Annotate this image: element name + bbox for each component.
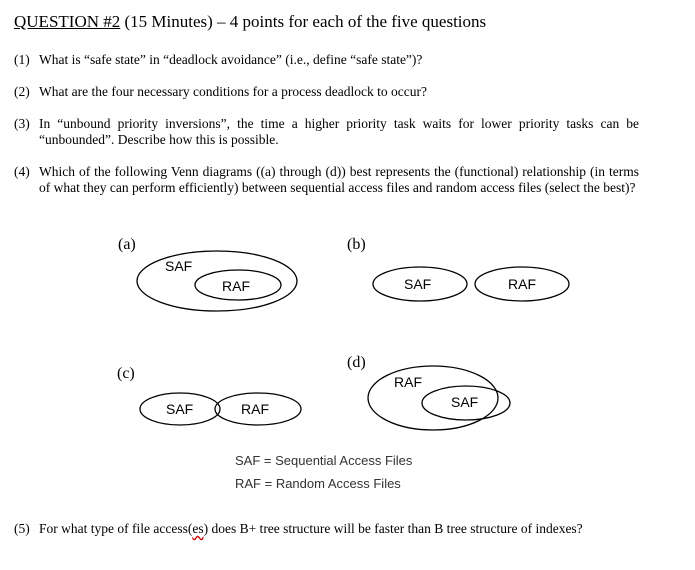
question-4-text: Which of the following Venn diagrams ((a) through (d)) best represents the (functional) relationship (in terms of what they can perform efficiently) between sequential access files and random access files (select the best)?: [39, 164, 639, 195]
question-2-text: What are the four necessary conditions for a process deadlock to occur?: [39, 84, 427, 99]
question-5-text-after: ) does B+ tree structure will be faster than B tree structure of indexes?: [203, 521, 583, 536]
question-3-text: In “unbound priority inversions”, the time a higher priority task waits for lower priority tasks can be “unbounded”. Describe how this is possible.: [39, 116, 639, 147]
question-4-number: (4): [14, 164, 30, 179]
legend-saf: SAF = Sequential Access Files: [235, 453, 413, 468]
venn-d-outer-ellipse: [368, 366, 498, 430]
venn-b-left-text: SAF: [404, 276, 432, 292]
question-2-number: (2): [14, 84, 30, 99]
venn-d-inner-text: SAF: [451, 394, 479, 410]
venn-c-right-text: RAF: [241, 401, 269, 417]
venn-d-label: (d): [347, 354, 366, 371]
venn-a-outer-text: SAF: [165, 258, 193, 274]
venn-d-outer-text: RAF: [394, 374, 422, 390]
venn-c-label: (c): [117, 365, 135, 382]
venn-a-label: (a): [118, 236, 136, 253]
question-5-text: [39, 521, 659, 537]
question-5: [14, 521, 664, 539]
venn-a-outer-ellipse: [137, 251, 297, 311]
question-label: QUESTION #2: [14, 12, 121, 31]
question-1-text: What is “safe state” in “deadlock avoidance” (i.e., define “safe state”)?: [39, 52, 423, 67]
venn-b-right-text: RAF: [508, 276, 536, 292]
question-5-number: (5): [14, 521, 30, 536]
venn-b-label: (b): [347, 236, 366, 253]
legend-raf: RAF = Random Access Files: [235, 476, 401, 491]
question-title-rest: (15 Minutes) – 4 points for each of the five questions: [120, 12, 487, 31]
question-5-spellcheck-word: es: [192, 521, 204, 536]
venn-c-left-text: SAF: [166, 401, 194, 417]
question-3-number: (3): [14, 116, 30, 131]
venn-a-inner-text: RAF: [222, 278, 250, 294]
question-1-number: (1): [14, 52, 30, 67]
question-5-text-before: For what type of file access(: [39, 521, 193, 536]
